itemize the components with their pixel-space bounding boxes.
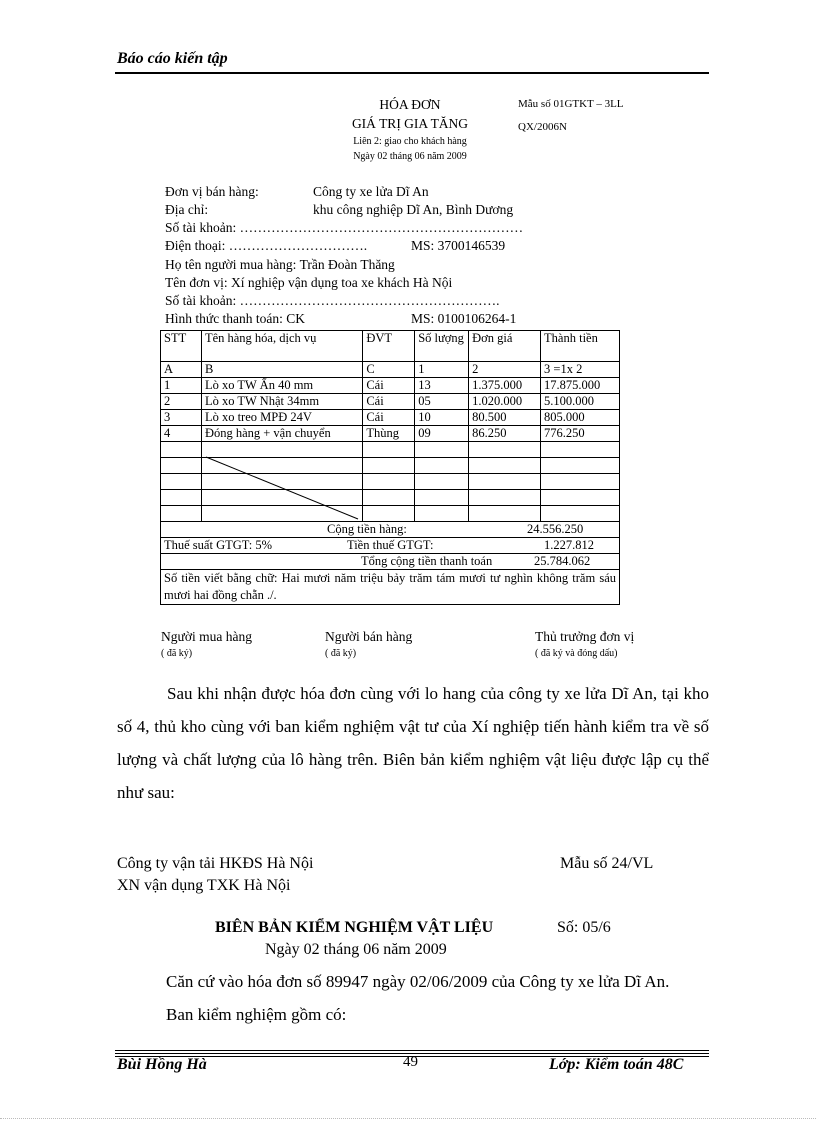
footer-author: Bùi Hồng Hà <box>117 1056 207 1073</box>
table-row <box>161 410 620 426</box>
invoice-title: HÓA ĐƠN <box>379 97 441 112</box>
report-unit: XN vận dụng TXK Hà Nội <box>117 877 291 894</box>
header-divider <box>115 72 709 74</box>
header-cell: ĐVT <box>363 331 415 362</box>
address-label: Địa chỉ: <box>165 202 209 217</box>
buyer-unit: Tên đơn vị: Xí nghiệp vận dụng toa xe khách Hà Nội <box>165 275 453 290</box>
table-cell: 86.250 <box>469 426 541 442</box>
invoice-date: Ngày 02 tháng 06 năm 2009 <box>353 151 467 162</box>
invoice-subtitle: GIÁ TRỊ GIA TĂNG <box>351 116 469 131</box>
table-cell: 3 <box>161 410 202 426</box>
table-cell: B <box>201 362 362 378</box>
header-cell: Số lượng <box>415 331 469 362</box>
signature-buyer-note: ( đã ký) <box>161 648 193 659</box>
table-cell: A <box>161 362 202 378</box>
table-cell: Đóng hàng + vận chuyển <box>201 426 362 442</box>
seller-label: Đơn vị bán hàng: <box>165 184 259 199</box>
table-cell: C <box>363 362 415 378</box>
header-cell: Tên hàng hóa, dịch vụ <box>201 331 362 362</box>
total-value: 25.784.062 <box>534 554 591 568</box>
report-basis: Căn cứ vào hóa đơn số 89947 ngày 02/06/2009 của Công ty xe lửa Dĩ An. <box>166 972 670 991</box>
seller-account: Số tài khoản: ……………………………………………………… <box>165 220 524 235</box>
total-label: Tổng cộng tiền thanh toán <box>361 554 493 568</box>
table-cell: 1 <box>415 362 469 378</box>
amount-in-words: Số tiền viết bằng chữ: Hai mươi năm triệu bảy trăm tám mươi tư nghìn không trăm sáu mươi hai đồng chẵn ./. <box>161 570 620 605</box>
signature-seller: Người bán hàng <box>325 629 413 644</box>
table-cell: Lò xo TW Ấn 40 mm <box>201 378 362 394</box>
table-header-row <box>161 331 620 362</box>
amount-in-words-row <box>161 570 620 605</box>
table-cell: Cái <box>363 410 415 426</box>
table-row <box>161 378 620 394</box>
table-cell: 1.020.000 <box>469 394 541 410</box>
total-row <box>161 554 620 570</box>
table-cell: Cái <box>363 394 415 410</box>
table-cell: Cái <box>363 378 415 394</box>
seller-tax-code: MS: 3700146539 <box>411 238 506 253</box>
vat-label: Tiền thuế GTGT: <box>347 538 434 552</box>
table-cell: 09 <box>415 426 469 442</box>
vat-rate: Thuế suất GTGT: 5% <box>164 538 273 552</box>
body-paragraph: Sau khi nhận được hóa đơn cùng với lo hang của công ty xe lửa Dĩ An, tại kho số 4, thủ kho cùng với ban kiểm nghiệm vật tư của Xí nghiệp tiến hành kiểm tra về số lượng và chất lượng của lô hàng trên. Biên bản kiểm nghiệm vật liệu được lập cụ thể như sau: <box>117 684 709 802</box>
report-date: Ngày 02 tháng 06 năm 2009 <box>265 941 447 958</box>
subtotal-row <box>161 522 620 538</box>
table-cell: 80.500 <box>469 410 541 426</box>
signature-buyer: Người mua hàng <box>161 629 252 644</box>
table-cell: 776.250 <box>541 426 620 442</box>
table-cell: 5.100.000 <box>541 394 620 410</box>
vat-value: 1.227.812 <box>544 538 594 552</box>
table-cell: 805.000 <box>541 410 620 426</box>
table-cell: 17.875.000 <box>541 378 620 394</box>
table-cell: 1.375.000 <box>469 378 541 394</box>
table-cell: 1 <box>161 378 202 394</box>
table-code-row <box>161 362 620 378</box>
buyer-tax-code: MS: 0100106264-1 <box>411 311 517 326</box>
table-cell: 10 <box>415 410 469 426</box>
table-row <box>161 426 620 442</box>
footer-divider <box>115 1050 709 1051</box>
report-title: BIÊN BẢN KIỂM NGHIỆM VẬT LIỆU <box>215 919 494 936</box>
table-cell: 13 <box>415 378 469 394</box>
invoice-form-number: Mẫu số 01GTKT – 3LL <box>518 98 624 110</box>
table-cell: Lò xo TW Nhật 34mm <box>201 394 362 410</box>
table-cell: Lò xo treo MPĐ 24V <box>201 410 362 426</box>
report-committee: Ban kiểm nghiệm gồm có: <box>166 1005 347 1024</box>
blank-rows-strike-line <box>200 455 362 521</box>
payment-method: Hình thức thanh toán: CK <box>165 311 306 326</box>
header-cell: STT <box>161 331 202 362</box>
table-cell: 4 <box>161 426 202 442</box>
page-number: 49 <box>403 1054 418 1070</box>
header-cell: Thành tiền <box>541 331 620 362</box>
subtotal-value: 24.556.250 <box>527 522 584 536</box>
address-value: khu công nghiệp Dĩ An, Bình Dương <box>313 202 514 217</box>
table-cell: 2 <box>161 394 202 410</box>
table-cell: Thùng <box>363 426 415 442</box>
signature-head-note: ( đã ký và đóng dấu) <box>535 648 618 659</box>
table-cell: 2 <box>469 362 541 378</box>
invoice-copy-note: Liên 2: giao cho khách hàng <box>353 136 467 147</box>
report-header-title: Báo cáo kiến tập <box>117 50 228 67</box>
seller-value: Công ty xe lửa Dĩ An <box>313 184 429 199</box>
table-cell: 3 =1x 2 <box>541 362 620 378</box>
invoice-form-series: QX/2006N <box>518 121 567 133</box>
seller-phone: Điện thoại: …………………………. <box>165 238 368 253</box>
table-row <box>161 394 620 410</box>
subtotal-label: Cộng tiền hàng: <box>327 522 407 536</box>
buyer-account: Số tài khoản: …………………………………………………. <box>165 293 500 308</box>
report-number: Số: 05/6 <box>557 919 611 936</box>
vat-row <box>161 538 620 554</box>
signature-head: Thủ trưởng đơn vị <box>535 629 635 644</box>
header-cell: Đơn giá <box>469 331 541 362</box>
footer-class: Lớp: Kiểm toán 48C <box>549 1056 684 1073</box>
report-form-number: Mẫu số 24/VL <box>560 855 654 872</box>
buyer-name: Họ tên người mua hàng: Trần Đoàn Thăng <box>165 257 395 272</box>
page-edge <box>0 1118 816 1119</box>
report-company: Công ty vận tải HKĐS Hà Nội <box>117 855 314 872</box>
table-cell: 05 <box>415 394 469 410</box>
signature-seller-note: ( đã ký) <box>325 648 357 659</box>
